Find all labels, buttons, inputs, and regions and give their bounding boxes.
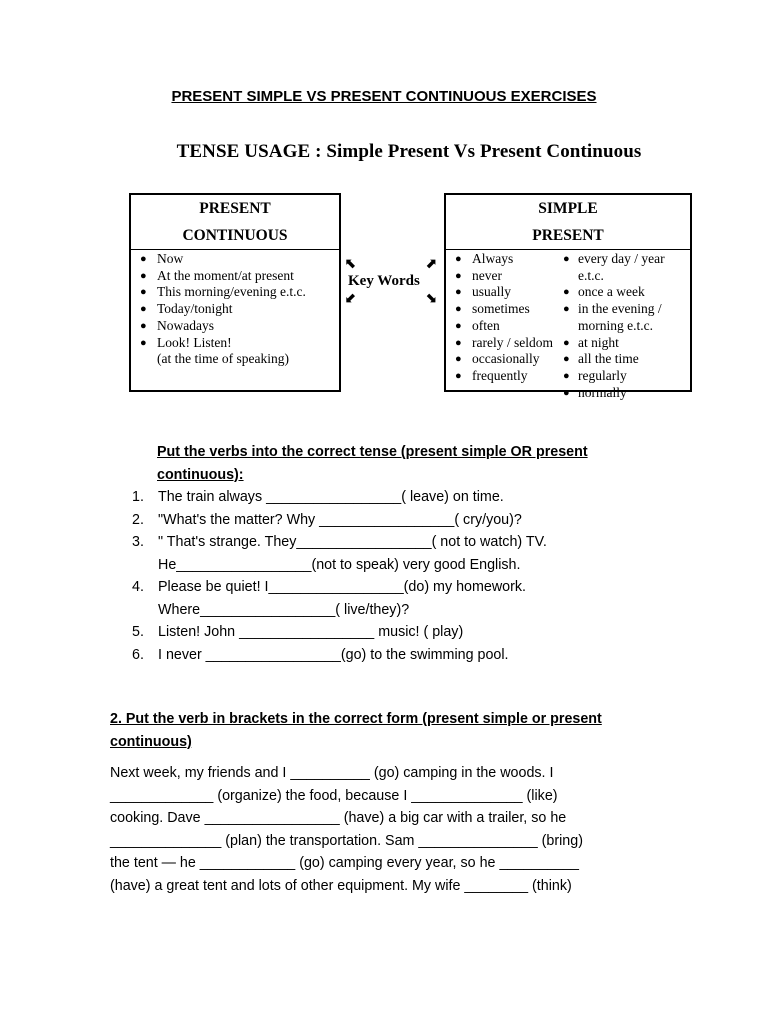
list-item: e.t.c. — [578, 267, 604, 283]
simple-present-list-1 — [446, 251, 553, 385]
arrow-up-left-icon: ⬉ — [345, 256, 357, 272]
paragraph-line: _____________ (organize) the food, because I ______________ (like) — [110, 787, 558, 804]
list-item: ● often — [455, 317, 500, 333]
list-item: 6. I never _________________(go) to the swimming pool. — [132, 646, 509, 663]
list-item: ● at night — [563, 334, 619, 350]
list-item: ● Always — [455, 251, 514, 266]
list-item: 4. Please be quiet! I_________________(do) my homework. Where_________________( live/they)? — [132, 579, 526, 618]
list-item: ● occasionally — [455, 351, 540, 367]
list-item: 5. Listen! John _________________ music! ( play) — [132, 624, 464, 640]
present-continuous-list — [131, 250, 339, 368]
simple-present-list-2 — [560, 251, 665, 401]
list-item: ● all the time — [563, 351, 639, 367]
list-item: ● once a week — [563, 284, 645, 300]
list-item: ● Now — [140, 251, 184, 266]
arrow-down-left-icon: ⬋ — [345, 290, 357, 306]
instruction-line: Put the verbs into the correct tense (present simple OR present — [157, 444, 588, 460]
heading-line: PRESENT — [532, 227, 604, 244]
list-item: morning e.t.c. — [578, 317, 653, 333]
list-item: ● normally — [563, 384, 627, 400]
key-words-label: Key Words — [348, 273, 420, 289]
page-title: PRESENT SIMPLE VS PRESENT CONTINUOUS EXERCISES — [171, 88, 597, 105]
paragraph-line: cooking. Dave _________________ (have) a big car with a trailer, so he — [110, 810, 567, 826]
list-item: ● Today/tonight — [140, 301, 233, 317]
list-item: ● frequently — [455, 367, 528, 383]
list-item: ● every day / year — [563, 251, 665, 266]
exercise2-instruction — [110, 708, 602, 753]
instruction-line: continuous): — [157, 466, 244, 483]
paragraph-line: Next week, my friends and I __________ (go) camping in the woods. I — [110, 765, 554, 781]
arrow-down-right-icon: ⬊ — [425, 290, 437, 306]
paragraph-line: ______________ (plan) the transportation. Sam _______________ (bring) — [110, 832, 583, 849]
list-item: ● Look! Listen! — [140, 334, 232, 350]
list-item: 2. "What's the matter? Why _________________( cry/you)? — [132, 511, 522, 528]
heading-line: SIMPLE — [538, 200, 598, 217]
present-continuous-heading — [131, 195, 339, 250]
image-title: TENSE USAGE : Simple Present Vs Present Continuous — [176, 141, 642, 162]
exercise2-paragraph — [110, 762, 670, 897]
instruction-line: 2. Put the verb in brackets in the correct form (present simple or present — [110, 711, 602, 727]
exercise1-list — [132, 486, 692, 666]
heading-line: CONTINUOUS — [182, 227, 288, 244]
paragraph-line: the tent — he ____________ (go) camping every year, so he __________ — [110, 855, 579, 871]
simple-present-box — [444, 193, 692, 400]
list-item-note: (at the time of speaking) — [157, 351, 289, 367]
exercise1-instruction — [157, 441, 588, 486]
list-item: ● This morning/evening e.t.c. — [140, 284, 306, 300]
simple-present-heading — [446, 195, 690, 250]
list-item: ● regularly — [563, 367, 627, 383]
heading-line: PRESENT — [199, 200, 271, 217]
present-continuous-box — [129, 193, 341, 392]
list-item: ● At the moment/at present — [140, 267, 294, 283]
list-item: 1. The train always _________________( leave) on time. — [132, 489, 504, 505]
list-item: ● usually — [455, 284, 511, 300]
arrow-up-right-icon: ⬈ — [425, 256, 437, 272]
list-item: ● in the evening / — [563, 301, 662, 317]
list-item: 3. " That's strange. They_________________( not to watch) TV. He_________________(not to speak) very good English. — [132, 534, 547, 573]
list-item: ● rarely / seldom — [455, 334, 553, 350]
paragraph-line: (have) a great tent and lots of other equipment. My wife ________ (think) — [110, 877, 572, 894]
instruction-line: continuous) — [110, 733, 192, 750]
list-item: ● Nowadays — [140, 317, 214, 333]
list-item: ● sometimes — [455, 301, 530, 317]
list-item: ● never — [455, 267, 502, 283]
